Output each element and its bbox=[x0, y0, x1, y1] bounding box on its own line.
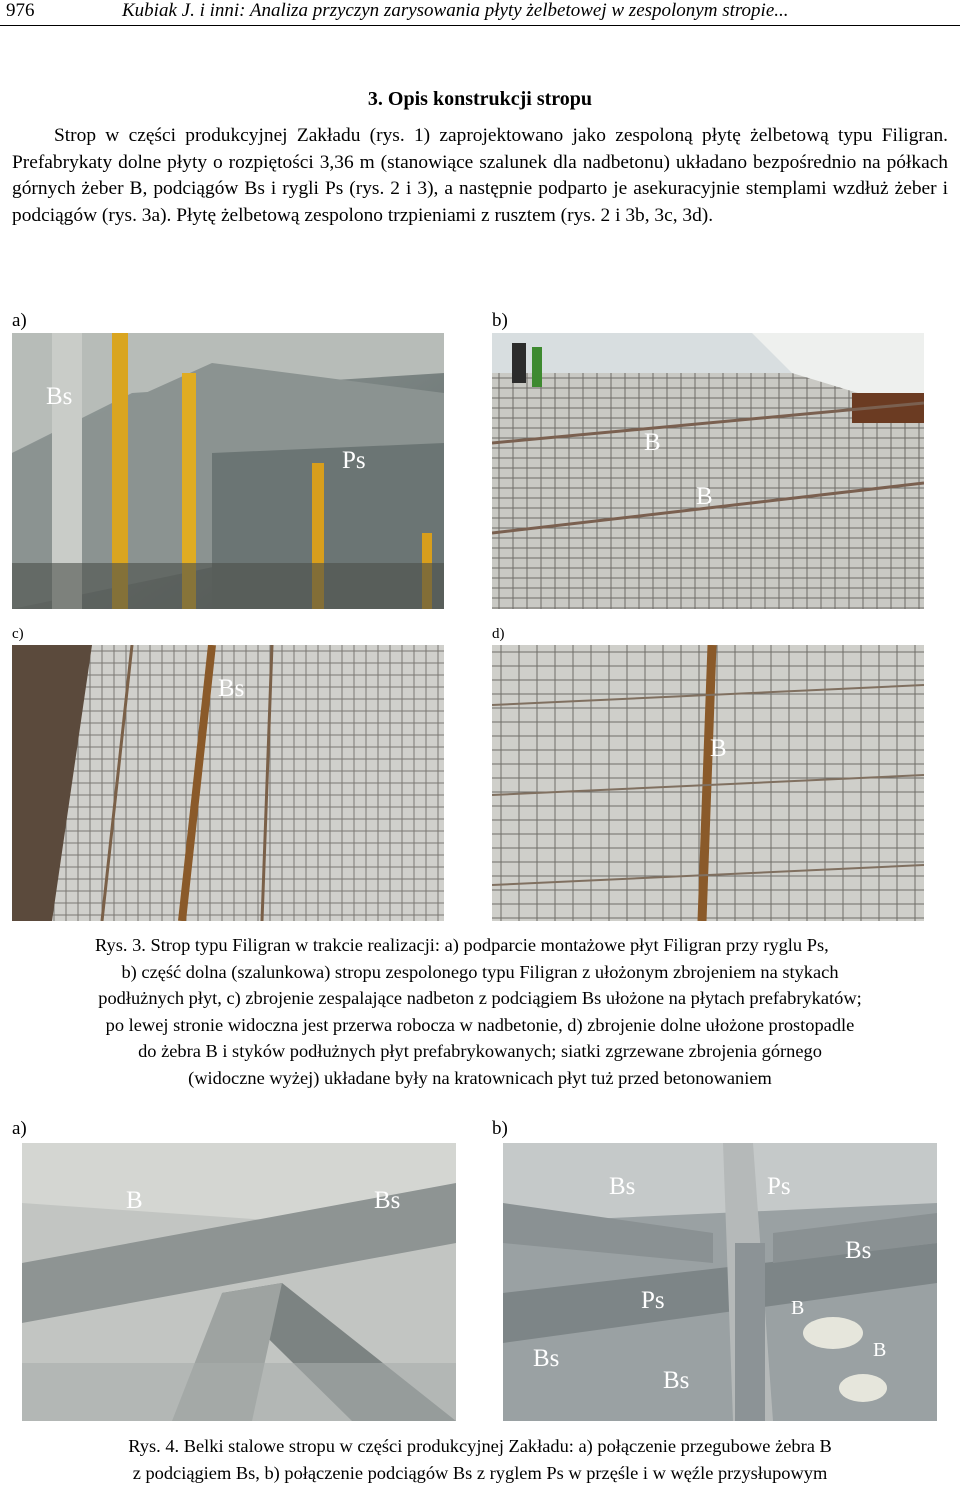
fig4-label-b: b) bbox=[492, 1118, 508, 1139]
photo-4b bbox=[503, 1143, 937, 1421]
paragraph-text: Strop w części produkcyjnej Zakładu (rys. 1) zaprojektowano jako zespoloną płytę żelbetową typu Filigran. Prefabrykaty dolne płyty o rozpiętości 3,36 m (stanowiące szalunek dla nadbetonu) układano bezpośrednio na półkach górnych żeber B, podciągów Bs i rygli Ps (rys. 2 i 3), a następnie podparto je asekuracyjnie stemplami wzdłuż żeber i podciągów (rys. 3a). Płytę żelbetową zespolono trzpieniami z rusztem (rys. 2 i 3b, 3c, 3d). bbox=[12, 125, 948, 226]
page-number: 976 bbox=[6, 0, 35, 21]
fig3a-label-bs: Bs bbox=[46, 383, 73, 410]
body-paragraph bbox=[12, 123, 948, 229]
running-title: Kubiak J. i inni: Analiza przyczyn zarysowania płyty żelbetowej w zespolonym stropie... bbox=[122, 0, 789, 21]
fig4b-label-bs-1: Bs bbox=[609, 1173, 636, 1200]
photo-3c bbox=[12, 645, 444, 921]
fig3-label-d: d) bbox=[492, 626, 505, 642]
fig3-caption-line-6: (widoczne wyżej) układane były na kratownicach płyt tuż przed betonowaniem bbox=[188, 1067, 772, 1088]
fig3-label-b: b) bbox=[492, 310, 508, 331]
fig3c-label-bs: Bs bbox=[218, 675, 245, 702]
fig4b-label-bs-3: Bs bbox=[533, 1345, 560, 1372]
fig4b-label-ps-1: Ps bbox=[767, 1173, 791, 1200]
fig4b-label-b-1: B bbox=[791, 1297, 805, 1319]
fig3-caption bbox=[0, 932, 960, 1091]
fig3-caption-line-4: po lewej stronie widoczna jest przerwa robocza w nadbetonie, d) zbrojenie dolne ułożone prostopadle bbox=[105, 1014, 855, 1035]
fig4b-label-bs-4: Bs bbox=[663, 1367, 690, 1394]
fig3-caption-line-5: do żebra B i styków podłużnych płyt prefabrykowanych; siatki zgrzewane zbrojenia górnego bbox=[138, 1041, 822, 1061]
header-rule bbox=[0, 25, 960, 26]
fig4b-label-b-2: B bbox=[873, 1339, 887, 1361]
fig4a-label-bs: Bs bbox=[374, 1187, 401, 1214]
fig3-caption-line-2: b) część dolna (szalunkowa) stropu zespolonego typu Filigran z ułożonym zbrojeniem na stykach bbox=[121, 961, 839, 982]
fig4b-label-ps-2: Ps bbox=[641, 1287, 665, 1314]
fig4-caption-line-2: z podciągiem Bs, b) połączenie podciągów Bs z ryglem Ps w przęśle i w węźle przysłupowym bbox=[132, 1462, 828, 1483]
fig4a-label-b: B bbox=[126, 1187, 143, 1214]
fig3b-label-b1: B bbox=[644, 429, 661, 456]
fig3a-label-ps: Ps bbox=[342, 447, 366, 474]
fig4b-label-bs-2: Bs bbox=[845, 1237, 872, 1264]
fig4-caption-line-1: Rys. 4. Belki stalowe stropu w części produkcyjnej Zakładu: a) połączenie przegubowe żebra B bbox=[128, 1436, 832, 1456]
fig3-caption-line-1: Rys. 3. Strop typu Filigran w trakcie realizacji: a) podparcie montażowe płyt Filigran przy ryglu Ps, bbox=[95, 935, 829, 955]
photo-3b bbox=[492, 333, 924, 609]
section-title: 3. Opis konstrukcji stropu bbox=[367, 88, 593, 110]
fig4-label-a: a) bbox=[12, 1118, 27, 1139]
fig4-caption bbox=[0, 1433, 960, 1486]
photo-3a bbox=[12, 333, 444, 609]
photo-4a bbox=[22, 1143, 456, 1421]
fig3-label-a: a) bbox=[12, 310, 27, 331]
fig3-caption-line-3: podłużnych płyt, c) zbrojenie zespalające nadbeton z podciągiem Bs ułożone na płytach prefabrykatów; bbox=[98, 988, 862, 1008]
fig3d-label-b: B bbox=[710, 735, 727, 762]
fig3b-label-b2: B bbox=[696, 483, 713, 510]
fig3-label-c: c) bbox=[12, 626, 24, 642]
photo-3d bbox=[492, 645, 924, 921]
